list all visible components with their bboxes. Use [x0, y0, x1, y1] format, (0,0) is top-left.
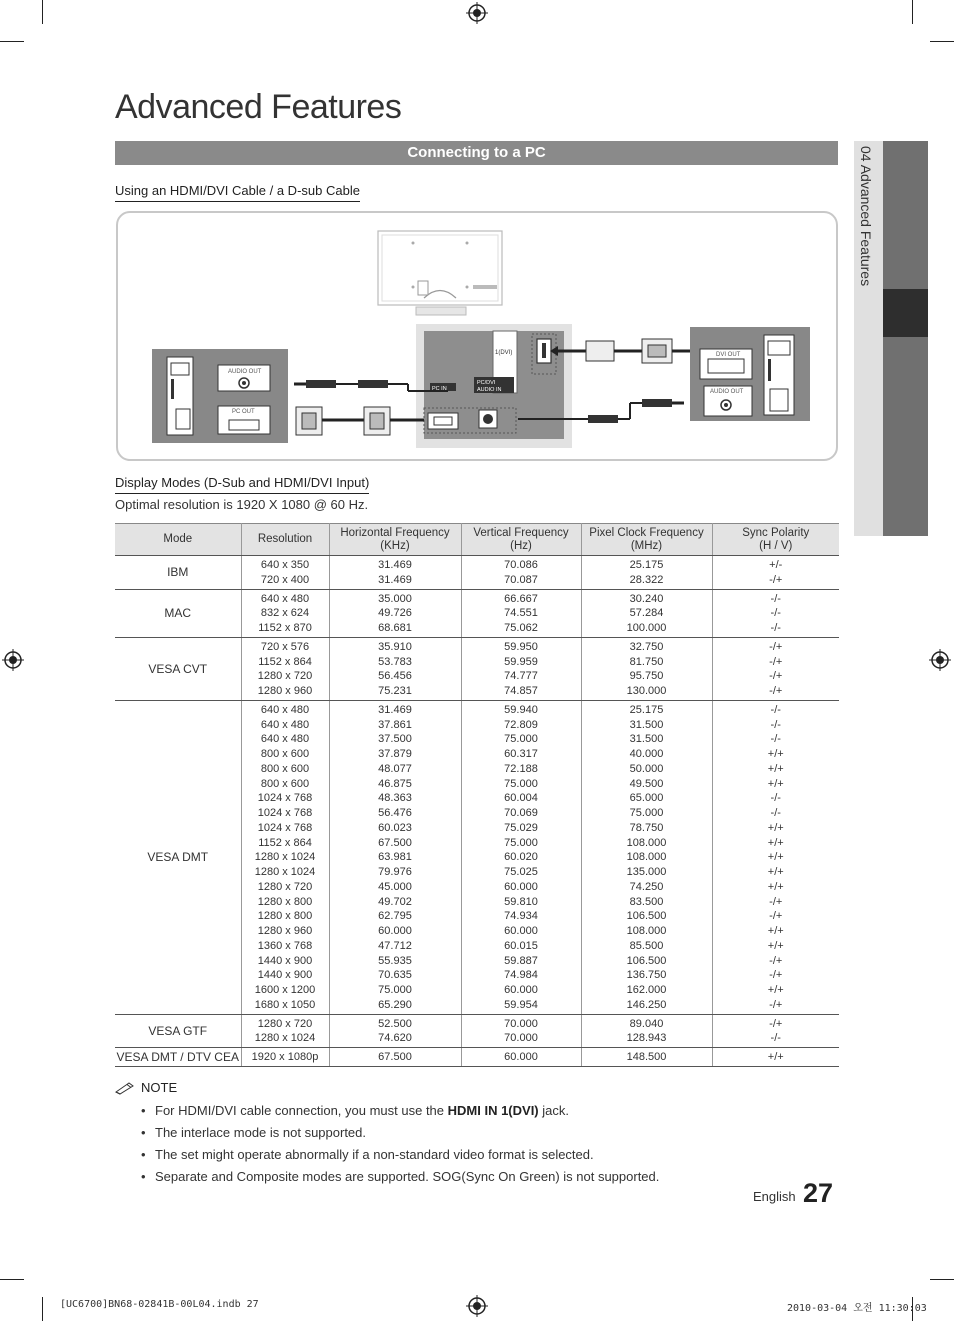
resolution-value: 640 x 350	[260, 559, 310, 571]
crop-mark	[930, 1279, 954, 1280]
resolution-cell	[241, 1014, 329, 1048]
hfreq-cell	[329, 589, 461, 637]
resolution-value: 1280 x 1024	[254, 866, 316, 878]
print-slug-date: 2010-03-04 오전 11:30:03	[787, 1303, 927, 1314]
vfreq-value: 60.015	[504, 939, 538, 952]
audio-out-right-label: AUDIO OUT	[710, 389, 744, 395]
dsub-cable	[296, 407, 424, 435]
pclk-value: 75.000	[629, 807, 664, 819]
vfreq-value: 59.887	[504, 954, 538, 967]
pclk-value: 28.322	[629, 573, 664, 586]
resolution-value: 1024 x 768	[257, 792, 313, 805]
vfreq-value: 74.934	[504, 910, 538, 923]
hfreq-value: 49.702	[378, 895, 412, 908]
pclk-value: 128.943	[626, 1032, 667, 1045]
vfreq-value: 74.857	[504, 685, 538, 697]
sync-value: +/+	[767, 762, 784, 775]
hfreq-cell	[329, 556, 461, 590]
vfreq-value: 75.000	[504, 777, 538, 790]
display-modes-table	[115, 523, 839, 1067]
hfreq-value: 46.875	[378, 777, 412, 790]
resolution-value: 1024 x 768	[257, 821, 313, 834]
resolution-value: 1152 x 864	[258, 836, 312, 849]
sync-value: -/+	[769, 685, 783, 697]
side-tab-dark	[883, 141, 928, 536]
pclk-cell	[581, 1048, 712, 1067]
vfreq-value: 75.025	[504, 866, 538, 878]
pclk-value: 30.240	[629, 592, 664, 605]
pencil-icon	[115, 1081, 137, 1095]
side-tab-marker	[883, 289, 928, 337]
sync-cell	[712, 700, 839, 1014]
registration-mark-icon	[466, 2, 488, 24]
sync-value: -/-	[770, 807, 781, 819]
display-modes-heading: Display Modes (D-Sub and HDMI/DVI Input)	[115, 475, 369, 494]
note-item	[141, 1102, 659, 1124]
column-header	[115, 524, 241, 556]
vfreq-cell	[461, 556, 581, 590]
crop-mark	[42, 0, 43, 24]
pclk-value: 148.500	[626, 1051, 667, 1063]
vfreq-value: 59.940	[504, 703, 538, 716]
pclk-value: 106.500	[626, 954, 667, 967]
pclk-value: 83.500	[629, 895, 664, 908]
vfreq-cell	[461, 637, 581, 700]
table-row	[115, 700, 839, 1014]
resolution-value: 1280 x 1024	[254, 851, 316, 864]
hfreq-value: 55.935	[378, 954, 412, 967]
vfreq-value: 75.029	[504, 821, 538, 834]
hfreq-value: 79.976	[378, 866, 412, 878]
hfreq-value: 75.231	[378, 685, 412, 697]
optimal-resolution-text: Optimal resolution is 1920 X 1080 @ 60 Hz.	[115, 497, 369, 512]
hfreq-cell	[329, 1014, 461, 1048]
pclk-value: 85.500	[629, 939, 664, 952]
pclk-value: 81.750	[629, 655, 664, 668]
resolution-cell	[241, 556, 329, 590]
resolution-value: 1280 x 960	[257, 685, 313, 697]
sync-cell	[712, 637, 839, 700]
sync-value: +/+	[767, 880, 784, 893]
audio-in-label: AUDIO IN	[477, 387, 502, 393]
pclk-value: 57.284	[629, 607, 664, 620]
hfreq-cell	[329, 700, 461, 1014]
sync-value: -/-	[770, 703, 781, 716]
print-slug-file: [UC6700]BN68-02841B-00L04.indb 27	[60, 1299, 259, 1310]
vfreq-value: 66.667	[504, 592, 538, 605]
note-text-bold: HDMI IN 1(DVI)	[447, 1103, 539, 1118]
pclk-cell	[581, 700, 712, 1014]
sync-value: -/+	[769, 655, 783, 668]
pclk-value: 74.250	[629, 880, 664, 893]
sync-value: +/+	[767, 1051, 784, 1063]
resolution-value: 800 x 600	[260, 748, 310, 760]
crop-mark	[42, 1297, 43, 1321]
note-item	[141, 1146, 659, 1168]
resolution-value: 1680 x 1050	[254, 998, 316, 1011]
registration-mark-icon	[466, 1295, 488, 1317]
column-header-text: Sync Polarity	[742, 526, 810, 539]
hfreq-value: 49.726	[378, 607, 412, 620]
pclk-value: 130.000	[626, 685, 667, 697]
diagram-heading: Using an HDMI/DVI Cable / a D-sub Cable	[115, 183, 360, 202]
notes-list	[141, 1102, 659, 1190]
table-row	[115, 1048, 839, 1067]
resolution-value: 832 x 624	[260, 607, 310, 620]
hfreq-value: 31.469	[378, 559, 412, 571]
note-text-pre: The set might operate abnormally if a non-standard video format is selected.	[155, 1147, 594, 1162]
pclk-value: 108.000	[626, 836, 667, 849]
hfreq-value: 48.077	[378, 762, 412, 775]
vfreq-value: 60.020	[504, 851, 538, 864]
sync-value: +/-	[769, 559, 783, 571]
vfreq-value: 75.000	[504, 733, 538, 746]
resolution-cell	[241, 637, 329, 700]
pclk-value: 146.250	[626, 998, 667, 1011]
resolution-value: 1360 x 768	[257, 939, 313, 952]
sync-value: +/+	[767, 939, 784, 952]
pclk-value: 108.000	[626, 851, 667, 864]
vfreq-value: 60.000	[504, 1051, 538, 1063]
pclk-value: 49.500	[629, 777, 664, 790]
hfreq-value: 45.000	[378, 880, 412, 893]
hfreq-value: 31.469	[378, 573, 412, 586]
resolution-cell	[241, 700, 329, 1014]
vfreq-cell	[461, 700, 581, 1014]
pclk-value: 136.750	[626, 969, 667, 982]
note-item	[141, 1168, 659, 1190]
vfreq-cell	[461, 1048, 581, 1067]
column-header-text: Mode	[163, 533, 193, 545]
registration-mark-icon	[2, 649, 24, 671]
sync-value: -/-	[770, 592, 781, 605]
resolution-value: 1440 x 900	[257, 969, 313, 982]
note-item	[141, 1124, 659, 1146]
sync-value: -/+	[769, 895, 783, 908]
sync-cell	[712, 589, 839, 637]
pclk-value: 108.000	[626, 925, 667, 937]
hfreq-value: 48.363	[378, 792, 412, 805]
vfreq-value: 75.062	[504, 622, 538, 634]
resolution-value: 640 x 480	[260, 592, 310, 605]
resolution-value: 1280 x 720	[257, 880, 313, 893]
hfreq-value: 52.500	[378, 1017, 412, 1030]
sync-cell	[712, 1014, 839, 1048]
hfreq-value: 56.456	[378, 670, 412, 683]
pclk-value: 95.750	[629, 670, 664, 683]
vfreq-value: 72.188	[504, 762, 538, 775]
column-header-text: Vertical Frequency	[473, 526, 569, 539]
table-body	[115, 556, 839, 1067]
table-row	[115, 556, 839, 590]
column-header	[712, 524, 839, 556]
pclk-value: 65.000	[629, 792, 664, 805]
note-text-post: jack.	[538, 1103, 569, 1118]
resolution-value: 1152 x 870	[258, 622, 312, 634]
vfreq-value: 59.950	[504, 640, 538, 653]
resolution-value: 1280 x 960	[257, 925, 313, 937]
pclk-value: 106.500	[626, 910, 667, 923]
vfreq-value: 74.777	[504, 670, 538, 683]
column-header-text: (Hz)	[510, 539, 532, 552]
pclk-cell	[581, 637, 712, 700]
resolution-value: 800 x 600	[260, 762, 310, 775]
resolution-value: 1440 x 900	[257, 954, 313, 967]
hfreq-value: 63.981	[378, 851, 412, 864]
pclk-value: 162.000	[626, 984, 667, 996]
sync-value: -/+	[769, 670, 783, 683]
mode-cell: VESA DMT	[115, 700, 241, 1014]
resolution-value: 800 x 600	[260, 777, 310, 790]
hfreq-cell	[329, 1048, 461, 1067]
pclk-value: 89.040	[629, 1017, 664, 1030]
pc-in-label: PC IN	[432, 386, 447, 392]
resolution-value: 720 x 576	[260, 640, 310, 653]
registration-mark-icon	[929, 649, 951, 671]
hfreq-value: 75.000	[378, 984, 412, 996]
vfreq-value: 75.000	[504, 836, 538, 849]
hfreq-value: 47.712	[378, 939, 412, 952]
vfreq-value: 59.810	[504, 895, 538, 908]
column-header	[581, 524, 712, 556]
vfreq-value: 70.069	[504, 807, 538, 819]
hfreq-cell	[329, 637, 461, 700]
column-header	[329, 524, 461, 556]
table-row	[115, 1014, 839, 1048]
sync-value: +/+	[767, 925, 784, 937]
column-header-text: (H / V)	[759, 539, 793, 552]
sync-value: -/+	[769, 910, 783, 923]
note-text-pre: For HDMI/DVI cable connection, you must use the	[155, 1103, 448, 1118]
column-header-text: Pixel Clock Frequency	[589, 526, 704, 539]
hdmi-port-label: 1(DVI)	[495, 350, 513, 356]
resolution-value: 1600 x 1200	[254, 984, 316, 996]
vfreq-value: 59.954	[504, 998, 538, 1011]
mode-cell: VESA DMT / DTV CEA	[115, 1048, 241, 1067]
hfreq-value: 67.500	[378, 836, 412, 849]
crop-mark	[0, 41, 24, 42]
resolution-value: 1280 x 720	[257, 670, 313, 683]
sync-value: -/-	[770, 733, 781, 746]
vfreq-value: 60.317	[504, 748, 538, 760]
note-text-pre: The interlace mode is not supported.	[155, 1125, 367, 1140]
vfreq-value: 60.000	[504, 880, 538, 893]
sync-value: -/+	[769, 640, 783, 653]
sync-value: -/+	[769, 998, 783, 1011]
sync-value: +/+	[767, 984, 784, 996]
pc-dvi-label: PC/DVI	[477, 380, 496, 386]
note-text-pre: Separate and Composite modes are supported. SOG(Sync On Green) is not supported.	[155, 1169, 660, 1184]
vfreq-value: 60.000	[504, 984, 538, 996]
sync-value: -/+	[769, 969, 783, 982]
vfreq-value: 70.000	[504, 1032, 538, 1045]
column-header-text: (MHz)	[630, 539, 663, 552]
resolution-value: 1280 x 1024	[254, 1032, 316, 1045]
pclk-cell	[581, 1014, 712, 1048]
hfreq-value: 53.783	[378, 655, 412, 668]
note-label: NOTE	[141, 1080, 178, 1095]
vfreq-cell	[461, 1014, 581, 1048]
crop-mark	[912, 0, 913, 24]
hfreq-value: 67.500	[378, 1051, 412, 1063]
crop-mark	[930, 41, 954, 42]
sync-value: +/+	[767, 866, 784, 878]
dvi-out-label: DVI OUT	[716, 352, 741, 358]
column-header	[461, 524, 581, 556]
pclk-value: 135.000	[626, 866, 667, 878]
vfreq-cell	[461, 589, 581, 637]
pc-out-label: PC OUT	[232, 409, 255, 415]
sync-cell	[712, 556, 839, 590]
resolution-cell	[241, 1048, 329, 1067]
resolution-value: 1280 x 800	[257, 895, 313, 908]
pclk-cell	[581, 556, 712, 590]
resolution-value: 640 x 480	[260, 703, 310, 716]
sync-value: +/+	[767, 777, 784, 790]
hfreq-value: 35.000	[378, 592, 412, 605]
tv-icon	[378, 231, 502, 315]
side-tab-label: 04 Advanced Features	[858, 146, 874, 287]
resolution-cell	[241, 589, 329, 637]
sync-value: +/+	[767, 851, 784, 864]
mode-cell: VESA GTF	[115, 1014, 241, 1048]
hfreq-value: 70.635	[378, 969, 412, 982]
pclk-value: 25.175	[629, 703, 664, 716]
mode-cell: VESA CVT	[115, 637, 241, 700]
sync-value: -/+	[769, 1017, 783, 1030]
hfreq-value: 62.795	[378, 910, 412, 923]
resolution-value: 1920 x 1080p	[251, 1051, 319, 1063]
mode-cell: MAC	[115, 589, 241, 637]
sync-value: +/+	[767, 821, 784, 834]
sync-value: -/-	[770, 607, 781, 620]
hfreq-value: 37.500	[378, 733, 412, 746]
vfreq-value: 70.086	[504, 559, 538, 571]
hfreq-value: 35.910	[378, 640, 412, 653]
section-title: Connecting to a PC	[115, 141, 838, 165]
sync-value: -/+	[769, 573, 783, 586]
resolution-value: 1152 x 864	[258, 655, 312, 668]
connection-diagram-svg	[118, 213, 836, 459]
note-heading	[115, 1080, 177, 1095]
vfreq-value: 70.087	[504, 573, 538, 586]
pclk-value: 31.500	[629, 718, 664, 731]
sync-value: -/-	[770, 792, 781, 805]
hfreq-value: 37.879	[378, 748, 412, 760]
resolution-value: 1280 x 800	[257, 910, 313, 923]
column-header	[241, 524, 329, 556]
hfreq-value: 68.681	[378, 622, 412, 634]
resolution-value: 1024 x 768	[257, 807, 313, 819]
audio-out-left-label: AUDIO OUT	[228, 369, 262, 375]
sync-value: -/-	[770, 718, 781, 731]
column-header-text: Resolution	[257, 533, 313, 545]
sync-value: -/-	[770, 1032, 781, 1045]
pclk-value: 25.175	[629, 559, 664, 571]
vfreq-value: 59.959	[504, 655, 538, 668]
table-row	[115, 637, 839, 700]
page-title: Advanced Features	[115, 88, 402, 126]
hfreq-value: 56.476	[378, 807, 412, 819]
vfreq-value: 72.809	[504, 718, 538, 731]
sync-value: +/+	[767, 836, 784, 849]
pclk-value: 31.500	[629, 733, 664, 746]
pclk-value: 100.000	[626, 622, 667, 634]
resolution-value: 640 x 480	[260, 718, 310, 731]
connection-diagram	[116, 211, 838, 461]
column-header-text: (KHz)	[380, 539, 410, 552]
footer-language: English	[753, 1189, 796, 1204]
hfreq-value: 74.620	[378, 1032, 412, 1045]
sync-value: -/+	[769, 954, 783, 967]
resolution-value: 640 x 480	[260, 733, 310, 746]
pclk-value: 32.750	[629, 640, 664, 653]
hfreq-value: 37.861	[378, 718, 412, 731]
vfreq-value: 60.000	[504, 925, 538, 937]
crop-mark	[0, 1279, 24, 1280]
vfreq-value: 74.984	[504, 969, 538, 982]
page-number: 27	[803, 1178, 834, 1208]
column-header-text: Horizontal Frequency	[340, 526, 450, 539]
hfreq-value: 31.469	[378, 703, 412, 716]
table-header-row	[115, 524, 839, 556]
hfreq-value: 60.023	[378, 821, 412, 834]
pclk-cell	[581, 589, 712, 637]
mode-cell: IBM	[115, 556, 241, 590]
table-row	[115, 589, 839, 637]
vfreq-value: 60.004	[504, 792, 538, 805]
resolution-value: 1280 x 720	[257, 1017, 313, 1030]
hfreq-value: 65.290	[378, 998, 412, 1011]
pclk-value: 50.000	[629, 762, 664, 775]
pclk-value: 40.000	[629, 748, 664, 760]
resolution-value: 720 x 400	[260, 573, 310, 586]
pclk-value: 78.750	[629, 821, 664, 834]
sync-value: +/+	[767, 748, 784, 760]
sync-value: -/-	[770, 622, 781, 634]
hfreq-value: 60.000	[378, 925, 412, 937]
vfreq-value: 74.551	[504, 607, 538, 620]
vfreq-value: 70.000	[504, 1017, 538, 1030]
sync-cell	[712, 1048, 839, 1067]
